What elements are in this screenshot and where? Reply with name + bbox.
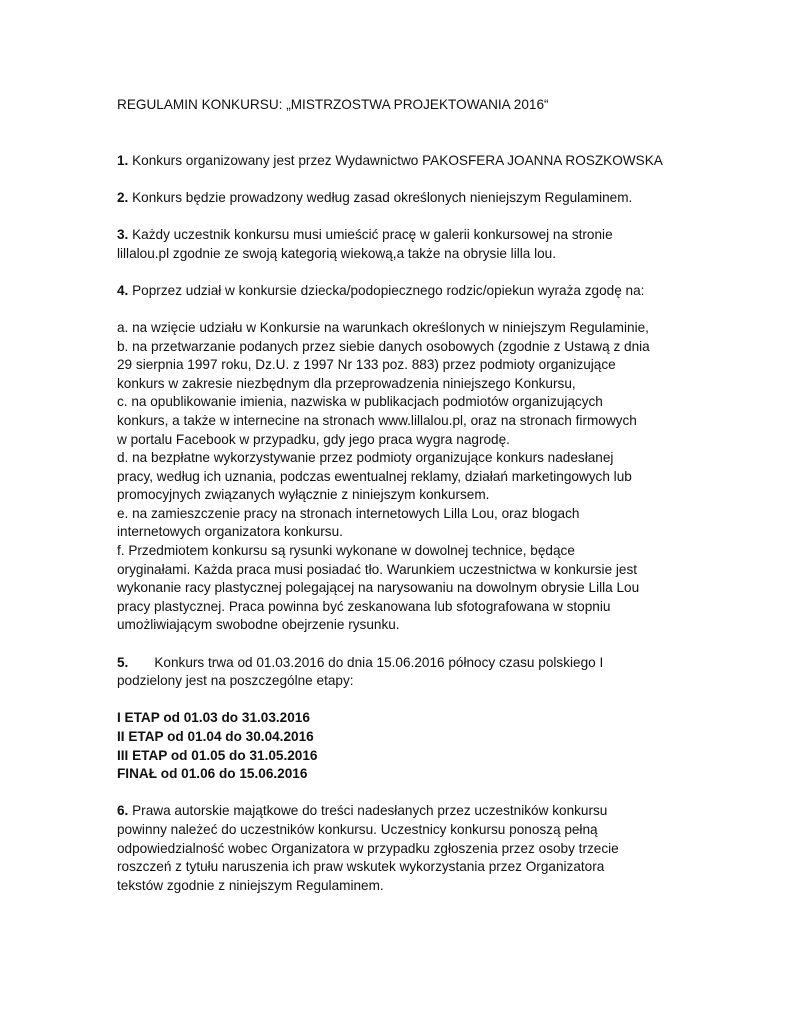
list-item-line: pracy plastycznej. Praca powinna być zeskanowana lub sfotografowana w stopniu (117, 598, 611, 614)
section-number: 2. (117, 189, 129, 205)
list-item-line: umożliwiającym swobodne obejrzenie rysunku. (117, 617, 400, 633)
section-text: Każdy uczestnik konkursu musi umieścić pracę w galerii konkursowej na stronie (128, 226, 613, 242)
section-6 (117, 802, 677, 895)
stage-item: II ETAP od 01.04 do 30.04.2016 (117, 729, 314, 744)
list-item-line: d. na bezpłatne wykorzystywanie przez podmioty organizujące konkurs nadesłanej (117, 450, 614, 466)
section-text-line: roszczeń z tytułu naruszenia ich praw wskutek wykorzystania przez Organizatora (117, 859, 605, 875)
section-number: 5. (117, 654, 129, 670)
section-text: Konkurs będzie prowadzony według zasad określonych nieniejszym Regulaminem. (128, 189, 633, 205)
section-number: 1. (117, 152, 129, 168)
document-title: REGULAMIN KONKURSU: „MISTRZOSTWA PROJEKTOWANIA 2016“ (117, 97, 549, 112)
stage-item: I ETAP od 01.03 do 31.03.2016 (117, 710, 310, 726)
section-text-line: powinny należeć do uczestników konkursu. Uczestnicy konkursu ponoszą pełną (117, 821, 598, 837)
section-text-line: tekstów zgodnie z niniejszym Regulaminem. (117, 877, 384, 893)
list-item-line: konkurs w zakresie niezbędnym dla przeprowadzenia niniejszego Konkursu, (117, 375, 576, 391)
list-item-line: e. na zamieszczenie pracy na stronach internetowych Lilla Lou, oraz blogach (117, 505, 580, 521)
section-text: Poprzez udział w konkursie dziecka/podopiecznego rodzic/opiekun wyraża zgodę na: (128, 282, 645, 298)
list-item-line: w portalu Facebook w przypadku, gdy jego praca wygra nagrodę. (117, 431, 510, 447)
section-1 (117, 152, 677, 171)
section-2 (117, 189, 677, 208)
section-text-line: odpowiedzialność wobec Organizatora w przypadku zgłoszenia przez osoby trzecie (117, 840, 619, 856)
list-item-line: konkurs, a także w internecine na stronach www.lillalou.pl, oraz na stronach firmowych (117, 412, 637, 428)
list-item-line: b. na przetwarzanie podanych przez siebie danych osobowych (zgodnie z Ustawą z dnia (117, 338, 650, 354)
section-text: Prawa autorskie majątkowe do treści nadesłanych przez uczestników konkursu (128, 803, 608, 819)
list-item-line: pracy, według ich uznania, podczas ewentualnej reklamy, działań marketingowych lub (117, 468, 632, 484)
list-item-line: a. na wzięcie udziału w Konkursie na warunkach określonych w niniejszym Regulaminie, (117, 319, 649, 335)
list-item-line: wykonanie racy plastycznej polegającej na narysowaniu na dowolnym obrysie Lilla Lou (117, 580, 640, 596)
list-item-line: c. na opublikowanie imienia, nazwiska w publikacjach podmiotów organizujących (117, 394, 603, 410)
list-item-line: promocyjnych związanych wyłącznie z niniejszym konkursem. (117, 487, 490, 503)
section-text-line: podzielony jest na poszczególne etapy: (117, 673, 354, 689)
list-item-line: f. Przedmiotem konkursu są rysunki wykonane w dowolnej technice, będące (117, 543, 575, 559)
section-5 (117, 654, 677, 691)
section-text-line: lillalou.pl zgodnie ze swoją kategorią wiekową,a także na obrysie lilla lou. (117, 245, 557, 261)
section-text: Konkurs trwa od 01.03.2016 do dnia 15.06.2016 północy czasu polskiego I (154, 654, 604, 670)
stage-item: FINAŁ od 01.06 do 15.06.2016 (117, 766, 308, 782)
section-text: Konkurs organizowany jest przez Wydawnictwo PAKOSFERA JOANNA ROSZKOWSKA (128, 152, 663, 168)
stage-item: III ETAP od 01.05 do 31.05.2016 (117, 747, 318, 763)
list-item-line: oryginałami. Każda praca musi posiadać tło. Warunkiem uczestnictwa w konkursie jest (117, 561, 638, 577)
section-number: 4. (117, 282, 129, 298)
document-body (117, 96, 677, 914)
list-item-line: 29 sierpnia 1997 roku, Dz.U. z 1997 Nr 133 poz. 883) przez podmioty organizujące (117, 357, 616, 373)
list-item-line: internetowych organizatora konkursu. (117, 524, 343, 540)
section-number: 3. (117, 226, 129, 242)
section-number: 6. (117, 803, 129, 819)
section-4 (117, 282, 677, 301)
section-3 (117, 226, 677, 263)
section-4-consent-list (117, 319, 677, 635)
contest-stages (117, 709, 677, 783)
